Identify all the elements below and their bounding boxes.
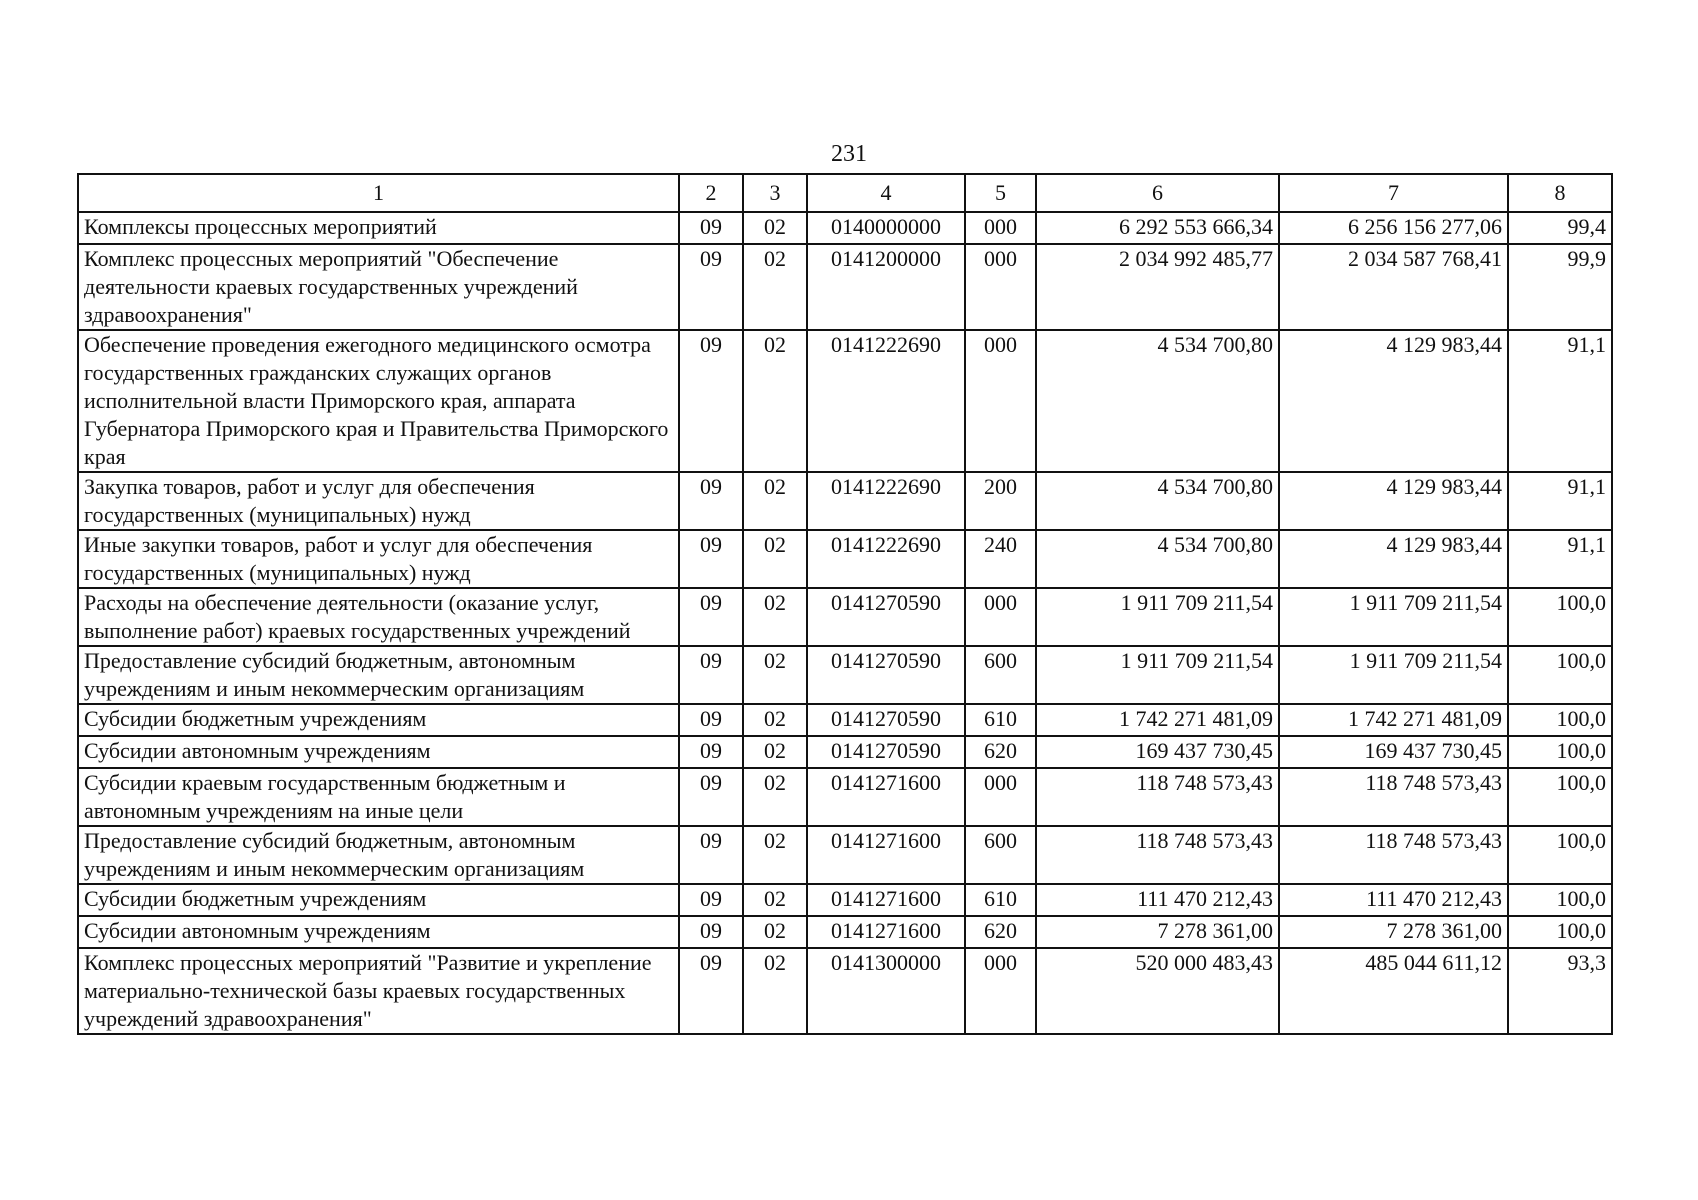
planned-amount: 2 034 992 485,77 xyxy=(1036,244,1279,330)
executed-amount: 169 437 730,45 xyxy=(1279,736,1508,768)
executed-amount: 118 748 573,43 xyxy=(1279,826,1508,884)
section-code: 09 xyxy=(679,212,743,244)
planned-amount: 1 911 709 211,54 xyxy=(1036,588,1279,646)
column-header: 2 xyxy=(679,174,743,212)
subsection-code: 02 xyxy=(743,212,807,244)
execution-percent: 100,0 xyxy=(1508,916,1612,948)
execution-percent: 100,0 xyxy=(1508,736,1612,768)
expense-type-code: 620 xyxy=(965,916,1036,948)
header-row xyxy=(78,174,1612,212)
subsection-code: 02 xyxy=(743,916,807,948)
table-row xyxy=(78,646,1612,704)
column-header: 4 xyxy=(807,174,965,212)
expense-type-code: 620 xyxy=(965,736,1036,768)
budget-table xyxy=(77,173,1613,1035)
section-code: 09 xyxy=(679,472,743,530)
subsection-code: 02 xyxy=(743,704,807,736)
expense-type-code: 000 xyxy=(965,768,1036,826)
planned-amount: 4 534 700,80 xyxy=(1036,330,1279,472)
planned-amount: 111 470 212,43 xyxy=(1036,884,1279,916)
column-header: 7 xyxy=(1279,174,1508,212)
execution-percent: 100,0 xyxy=(1508,884,1612,916)
row-name: Комплексы процессных мероприятий xyxy=(78,212,679,244)
execution-percent: 91,1 xyxy=(1508,330,1612,472)
target-item-code: 0141300000 xyxy=(807,948,965,1034)
section-code: 09 xyxy=(679,530,743,588)
executed-amount: 2 034 587 768,41 xyxy=(1279,244,1508,330)
table-row xyxy=(78,330,1612,472)
target-item-code: 0141222690 xyxy=(807,472,965,530)
planned-amount: 7 278 361,00 xyxy=(1036,916,1279,948)
executed-amount: 4 129 983,44 xyxy=(1279,530,1508,588)
column-header: 8 xyxy=(1508,174,1612,212)
section-code: 09 xyxy=(679,244,743,330)
target-item-code: 0140000000 xyxy=(807,212,965,244)
target-item-code: 0141200000 xyxy=(807,244,965,330)
expense-type-code: 600 xyxy=(965,826,1036,884)
section-code: 09 xyxy=(679,916,743,948)
row-name: Субсидии бюджетным учреждениям xyxy=(78,884,679,916)
subsection-code: 02 xyxy=(743,588,807,646)
row-name: Субсидии автономным учреждениям xyxy=(78,916,679,948)
table-row xyxy=(78,704,1612,736)
target-item-code: 0141271600 xyxy=(807,916,965,948)
table-row xyxy=(78,736,1612,768)
column-header: 3 xyxy=(743,174,807,212)
row-name: Комплекс процессных мероприятий "Развитие и укрепление материально-технической базы краевых государственных учреждений здравоохранения" xyxy=(78,948,679,1034)
table-row xyxy=(78,916,1612,948)
target-item-code: 0141270590 xyxy=(807,588,965,646)
subsection-code: 02 xyxy=(743,330,807,472)
expense-type-code: 000 xyxy=(965,330,1036,472)
row-name: Субсидии автономным учреждениям xyxy=(78,736,679,768)
table-row xyxy=(78,212,1612,244)
expense-type-code: 000 xyxy=(965,588,1036,646)
table-row xyxy=(78,826,1612,884)
column-header: 1 xyxy=(78,174,679,212)
section-code: 09 xyxy=(679,704,743,736)
planned-amount: 4 534 700,80 xyxy=(1036,530,1279,588)
expense-type-code: 200 xyxy=(965,472,1036,530)
executed-amount: 7 278 361,00 xyxy=(1279,916,1508,948)
section-code: 09 xyxy=(679,884,743,916)
executed-amount: 118 748 573,43 xyxy=(1279,768,1508,826)
column-header: 6 xyxy=(1036,174,1279,212)
executed-amount: 111 470 212,43 xyxy=(1279,884,1508,916)
section-code: 09 xyxy=(679,588,743,646)
executed-amount: 4 129 983,44 xyxy=(1279,472,1508,530)
execution-percent: 91,1 xyxy=(1508,472,1612,530)
executed-amount: 1 911 709 211,54 xyxy=(1279,646,1508,704)
executed-amount: 1 742 271 481,09 xyxy=(1279,704,1508,736)
table-row xyxy=(78,884,1612,916)
subsection-code: 02 xyxy=(743,884,807,916)
execution-percent: 93,3 xyxy=(1508,948,1612,1034)
table-row xyxy=(78,948,1612,1034)
execution-percent: 100,0 xyxy=(1508,588,1612,646)
section-code: 09 xyxy=(679,646,743,704)
row-name: Предоставление субсидий бюджетным, автономным учреждениям и иным некоммерческим организациям xyxy=(78,826,679,884)
planned-amount: 118 748 573,43 xyxy=(1036,826,1279,884)
section-code: 09 xyxy=(679,948,743,1034)
section-code: 09 xyxy=(679,330,743,472)
execution-percent: 100,0 xyxy=(1508,704,1612,736)
target-item-code: 0141222690 xyxy=(807,330,965,472)
row-name: Обеспечение проведения ежегодного медицинского осмотра государственных гражданских служащих органов исполнительной власти Приморского края, аппарата Губернатора Приморского края и Правительства Приморского края xyxy=(78,330,679,472)
planned-amount: 118 748 573,43 xyxy=(1036,768,1279,826)
execution-percent: 100,0 xyxy=(1508,646,1612,704)
planned-amount: 1 742 271 481,09 xyxy=(1036,704,1279,736)
subsection-code: 02 xyxy=(743,948,807,1034)
planned-amount: 1 911 709 211,54 xyxy=(1036,646,1279,704)
subsection-code: 02 xyxy=(743,826,807,884)
planned-amount: 6 292 553 666,34 xyxy=(1036,212,1279,244)
expense-type-code: 610 xyxy=(965,884,1036,916)
target-item-code: 0141222690 xyxy=(807,530,965,588)
executed-amount: 4 129 983,44 xyxy=(1279,330,1508,472)
target-item-code: 0141270590 xyxy=(807,646,965,704)
execution-percent: 91,1 xyxy=(1508,530,1612,588)
table-row xyxy=(78,244,1612,330)
section-code: 09 xyxy=(679,768,743,826)
subsection-code: 02 xyxy=(743,646,807,704)
row-name: Иные закупки товаров, работ и услуг для обеспечения государственных (муниципальных) нужд xyxy=(78,530,679,588)
executed-amount: 1 911 709 211,54 xyxy=(1279,588,1508,646)
subsection-code: 02 xyxy=(743,768,807,826)
column-header: 5 xyxy=(965,174,1036,212)
page-number: 231 xyxy=(831,141,867,167)
subsection-code: 02 xyxy=(743,244,807,330)
execution-percent: 100,0 xyxy=(1508,768,1612,826)
target-item-code: 0141271600 xyxy=(807,826,965,884)
row-name: Комплекс процессных мероприятий "Обеспечение деятельности краевых государственных учреждений здравоохранения" xyxy=(78,244,679,330)
row-name: Субсидии краевым государственным бюджетным и автономным учреждениям на иные цели xyxy=(78,768,679,826)
execution-percent: 99,9 xyxy=(1508,244,1612,330)
target-item-code: 0141271600 xyxy=(807,768,965,826)
expense-type-code: 000 xyxy=(965,244,1036,330)
table-row xyxy=(78,768,1612,826)
table-row xyxy=(78,472,1612,530)
section-code: 09 xyxy=(679,826,743,884)
row-name: Расходы на обеспечение деятельности (оказание услуг, выполнение работ) краевых государственных учреждений xyxy=(78,588,679,646)
planned-amount: 520 000 483,43 xyxy=(1036,948,1279,1034)
execution-percent: 100,0 xyxy=(1508,826,1612,884)
table-row xyxy=(78,588,1612,646)
expense-type-code: 600 xyxy=(965,646,1036,704)
planned-amount: 4 534 700,80 xyxy=(1036,472,1279,530)
row-name: Субсидии бюджетным учреждениям xyxy=(78,704,679,736)
expense-type-code: 000 xyxy=(965,212,1036,244)
row-name: Закупка товаров, работ и услуг для обеспечения государственных (муниципальных) нужд xyxy=(78,472,679,530)
planned-amount: 169 437 730,45 xyxy=(1036,736,1279,768)
subsection-code: 02 xyxy=(743,736,807,768)
expense-type-code: 610 xyxy=(965,704,1036,736)
row-name: Предоставление субсидий бюджетным, автономным учреждениям и иным некоммерческим организациям xyxy=(78,646,679,704)
subsection-code: 02 xyxy=(743,530,807,588)
table-row xyxy=(78,530,1612,588)
executed-amount: 485 044 611,12 xyxy=(1279,948,1508,1034)
target-item-code: 0141270590 xyxy=(807,736,965,768)
target-item-code: 0141270590 xyxy=(807,704,965,736)
section-code: 09 xyxy=(679,736,743,768)
expense-type-code: 000 xyxy=(965,948,1036,1034)
subsection-code: 02 xyxy=(743,472,807,530)
executed-amount: 6 256 156 277,06 xyxy=(1279,212,1508,244)
target-item-code: 0141271600 xyxy=(807,884,965,916)
expense-type-code: 240 xyxy=(965,530,1036,588)
execution-percent: 99,4 xyxy=(1508,212,1612,244)
